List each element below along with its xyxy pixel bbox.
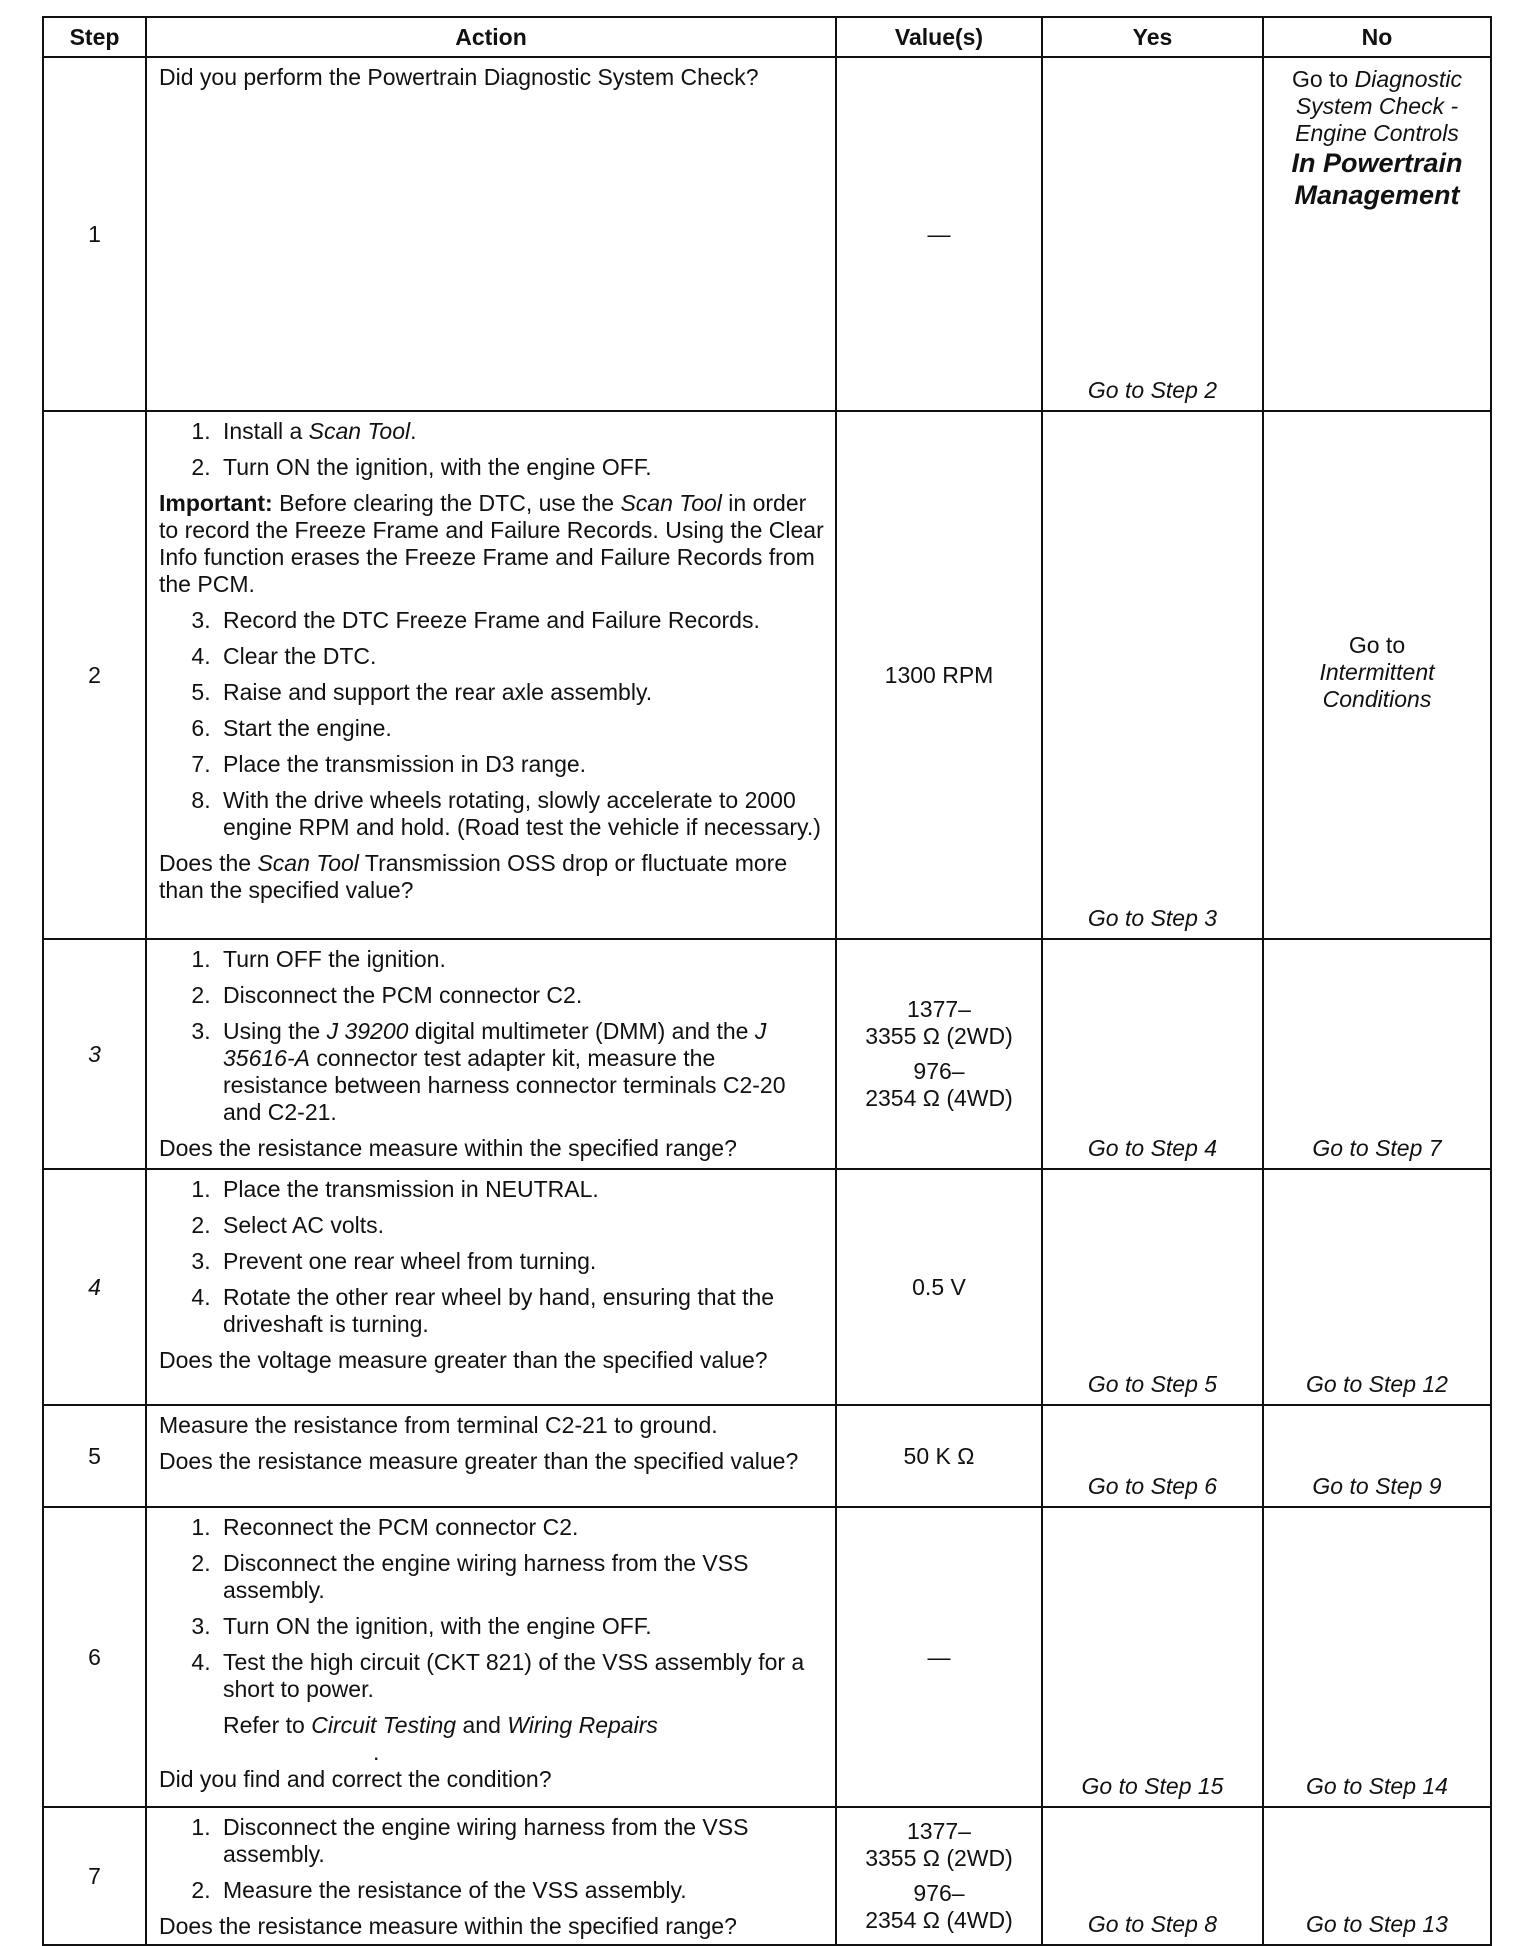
yes-cell: Go to Step 8 (1042, 1807, 1263, 1945)
action-question: Does the Scan Tool Transmission OSS drop or fluctuate more than the specified value? (159, 850, 788, 903)
no-text: Go to (1348, 631, 1406, 658)
action-cell (146, 1507, 836, 1807)
table-row-step-4 (43, 1169, 1491, 1405)
step-number: 1 (43, 57, 146, 411)
action-question: Does the voltage measure greater than the specified value? (159, 1347, 768, 1373)
refer-note: Refer to Circuit Testing and Wiring Repairs (223, 1712, 658, 1738)
yes-cell: Go to Step 3 (1042, 411, 1263, 939)
list-item: 1. Disconnect the engine wiring harness from the VSS assembly. (217, 1814, 825, 1868)
no-cell (1263, 411, 1491, 939)
list-item: 4. Test the high circuit (CKT 821) of the VSS assembly for a short to power. Refer to Circuit Testing and Wiring Repairs . (217, 1649, 825, 1757)
no-cell: Go to Step 13 (1263, 1807, 1491, 1945)
step-number: 5 (43, 1405, 146, 1507)
no-link-text: Diagnostic System Check - Engine Controls (1295, 66, 1463, 146)
step-number: 6 (43, 1507, 146, 1807)
step-number: 7 (43, 1807, 146, 1945)
no-cell: Go to Step 12 (1263, 1169, 1491, 1405)
action-question: Does the resistance measure greater than the specified value? (159, 1448, 799, 1474)
refer-dot: . (373, 1739, 380, 1765)
list-item: 4. Clear the DTC. (217, 643, 825, 670)
value-cell: 50 K Ω (836, 1405, 1042, 1507)
list-item: 3. Using the J 39200 digital multimeter (DMM) and the J 35616-A connector test adapter kit, measure the resistance between harness connector terminals C2-20 and C2-21. (217, 1018, 825, 1126)
list-item: 1. Reconnect the PCM connector C2. (217, 1514, 825, 1541)
yes-cell: Go to Step 15 (1042, 1507, 1263, 1807)
step-number: 3 (43, 939, 146, 1169)
header-yes: Yes (1042, 17, 1263, 57)
list-item: 2. Turn ON the ignition, with the engine OFF. (217, 454, 825, 481)
list-item: 3. Prevent one rear wheel from turning. (217, 1248, 825, 1275)
value-cell: 1377– 3355 Ω (2WD) 976– 2354 Ω (4WD) (836, 939, 1042, 1169)
list-item: 3. Record the DTC Freeze Frame and Failure Records. (217, 607, 825, 634)
action-list (159, 1814, 825, 1904)
list-item: 2. Disconnect the PCM connector C2. (217, 982, 825, 1009)
list-item: 3. Turn ON the ignition, with the engine OFF. (217, 1613, 825, 1640)
table-row-step-3 (43, 939, 1491, 1169)
table-row-step-7 (43, 1807, 1491, 1945)
step-number: 4 (43, 1169, 146, 1405)
no-cell: Go to Step 7 (1263, 939, 1491, 1169)
action-cell (146, 1405, 836, 1507)
list-item: 7. Place the transmission in D3 range. (217, 751, 825, 778)
action-cell (146, 411, 836, 939)
table-row-step-6 (43, 1507, 1491, 1807)
no-cell: Go to Step 9 (1263, 1405, 1491, 1507)
no-section-title: In Powertrain Management (1291, 148, 1463, 210)
list-item: 2. Disconnect the engine wiring harness from the VSS assembly. (217, 1550, 825, 1604)
action-question: Does the resistance measure within the specified range? (159, 1913, 737, 1939)
header-no: No (1263, 17, 1491, 57)
list-item: 2. Measure the resistance of the VSS assembly. (217, 1877, 825, 1904)
list-item: 2. Select AC volts. (217, 1212, 825, 1239)
header-step: Step (43, 17, 146, 57)
action-list (159, 946, 825, 1126)
no-cell: Go to Step 14 (1263, 1507, 1491, 1807)
action-cell (146, 1807, 836, 1945)
table-row-step-2 (43, 411, 1491, 939)
action-question: Did you find and correct the condition? (159, 1766, 552, 1792)
action-list (159, 607, 825, 841)
header-row (43, 17, 1491, 57)
action-list (159, 418, 825, 481)
action-text: Measure the resistance from terminal C2-21 to ground. (159, 1412, 718, 1438)
list-item: 6. Start the engine. (217, 715, 825, 742)
header-values: Value(s) (836, 17, 1042, 57)
yes-cell: Go to Step 6 (1042, 1405, 1263, 1507)
action-question: Did you perform the Powertrain Diagnostic System Check? (159, 64, 759, 90)
action-cell (146, 939, 836, 1169)
value-cell: 1377– 3355 Ω (2WD) 976– 2354 Ω (4WD) (836, 1807, 1042, 1945)
table-row-step-1 (43, 57, 1491, 411)
value-cell: 0.5 V (836, 1169, 1042, 1405)
action-list (159, 1176, 825, 1338)
list-item: 1. Install a Scan Tool. (217, 418, 825, 445)
value-cell: 1300 RPM (836, 411, 1042, 939)
yes-cell: Go to Step 4 (1042, 939, 1263, 1169)
list-item: 5. Raise and support the rear axle assembly. (217, 679, 825, 706)
list-item: 4. Rotate the other rear wheel by hand, ensuring that the driveshaft is turning. (217, 1284, 825, 1338)
list-item: 1. Place the transmission in NEUTRAL. (217, 1176, 825, 1203)
list-item: 8. With the drive wheels rotating, slowly accelerate to 2000 engine RPM and hold. (Road test the vehicle if necessary.) (217, 787, 825, 841)
action-question: Does the resistance measure within the specified range? (159, 1135, 737, 1161)
no-cell (1263, 57, 1491, 411)
diagnostic-table (42, 16, 1492, 1946)
no-text: Go to (1291, 66, 1349, 92)
step-number: 2 (43, 411, 146, 939)
action-list (159, 1514, 825, 1765)
yes-cell: Go to Step 5 (1042, 1169, 1263, 1405)
list-item: 1. Turn OFF the ignition. (217, 946, 825, 973)
value-cell: — (836, 57, 1042, 411)
table-row-step-5 (43, 1405, 1491, 1507)
action-cell (146, 1169, 836, 1405)
no-link-text: Intermittent Conditions (1319, 658, 1435, 712)
action-cell (146, 57, 836, 411)
value-cell: — (836, 1507, 1042, 1807)
header-action: Action (146, 17, 836, 57)
yes-cell: Go to Step 2 (1042, 57, 1263, 411)
important-note: Important: Before clearing the DTC, use the Scan Tool in order to record the Freeze Frame and Failure Records. Using the Clear Info function erases the Freeze Frame and Failure Records from the PCM. (159, 490, 824, 597)
